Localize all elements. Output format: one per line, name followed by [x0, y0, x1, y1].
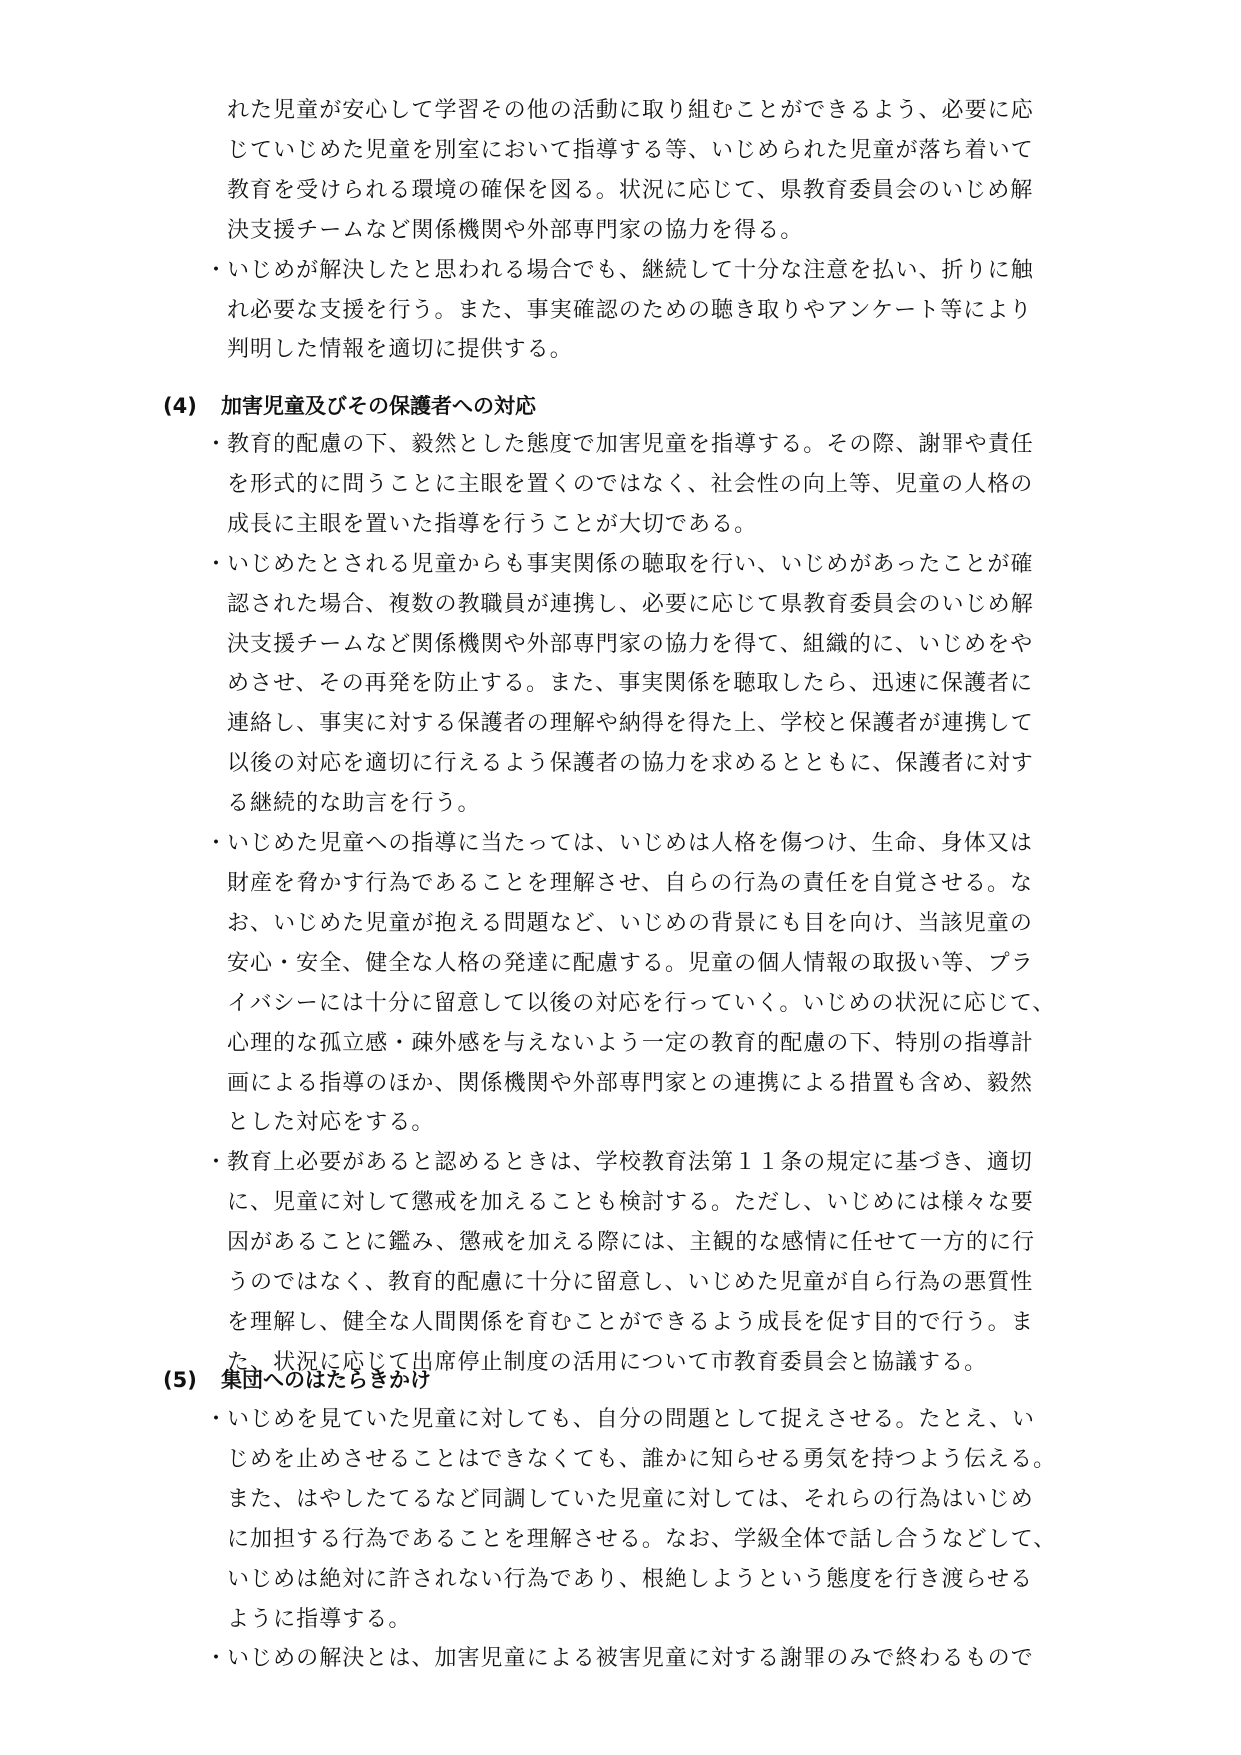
- bullet-mark: ・: [205, 1646, 228, 1672]
- text-line: 成長に主眼を置いた指導を行うことが大切である。: [227, 511, 758, 537]
- bullet-mark: ・: [205, 1150, 228, 1176]
- bullet-mark: ・: [205, 432, 228, 457]
- intro-block: [0, 91, 1241, 370]
- bullet-mark: ・: [205, 831, 228, 857]
- text-line: 認された場合、複数の教職員が連携し、必要に応じて県教育委員会のいじめ解: [227, 591, 1034, 617]
- text-line: お、いじめた児童が抱える問題など、いじめの背景にも目を向け、当該児童の: [227, 910, 1033, 936]
- section-body: [0, 1400, 1241, 1679]
- text-line: めさせ、その再発を防止する。また、事実関係を聴取したら、迅速に保護者に: [227, 671, 1034, 697]
- bullet-mark: ・: [205, 257, 228, 283]
- text-line: れ必要な支援を行う。また、事実確認のための聴き取りやアンケート等により: [227, 297, 1033, 323]
- text-line: 因があることに鑑み、懲戒を加える際には、主観的な感情に任せて一方的に行: [227, 1230, 1036, 1256]
- bullet-mark: ・: [205, 1407, 228, 1432]
- text-line: れた児童が安心して学習その他の活動に取り組むことができるよう、必要に応: [227, 98, 1034, 123]
- text-line: 財産を脅かす行為であることを理解させ、自らの行為の責任を自覚させる。な: [227, 870, 1034, 896]
- text-line: じめを止めさせることはできなくても、誰かに知らせる勇気を持つよう伝える。: [227, 1446, 1057, 1472]
- text-line: を理解し、健全な人間関係を育むことができるよう成長を促す目的で行う。ま: [227, 1309, 1034, 1335]
- list-item: [0, 824, 1241, 1143]
- text-line: 教育的配慮の下、毅然とした態度で加害児童を指導する。その際、謝罪や責任: [227, 432, 1034, 457]
- list-item: [0, 1639, 1241, 1679]
- section-title: 加害児童及びその保護者への対応: [221, 394, 536, 418]
- text-line: いじめたとされる児童からも事実関係の聴取を行い、いじめがあったことが確: [227, 551, 1034, 577]
- list-item: [0, 1400, 1241, 1639]
- text-line: 判明した情報を適切に提供する。: [227, 337, 573, 363]
- text-line: 心理的な孤立感・疎外感を与えないよう一定の教育的配慮の下、特別の指導計: [227, 1030, 1034, 1056]
- text-line: た、状況に応じて出席停止制度の活用について市教育委員会と協議する。: [227, 1349, 988, 1375]
- text-line: また、はやしたてるなど同調していた児童に対しては、それらの行為はいじめ: [227, 1486, 1034, 1512]
- text-line: じていじめた児童を別室において指導する等、いじめられた児童が落ち着いて: [227, 137, 1034, 163]
- text-line: いじめは絶対に許されない行為であり、根絶しようという態度を行き渡らせる: [227, 1566, 1034, 1592]
- text-line: に加担する行為であることを理解させる。なお、学級全体で話し合うなどして、: [227, 1526, 1057, 1552]
- bullet-mark: ・: [205, 551, 228, 577]
- section-number: (4): [163, 394, 197, 418]
- text-line: いじめを見ていた児童に対しても、自分の問題として捉えさせる。たとえ、い: [227, 1407, 1036, 1432]
- text-line: 教育を受けられる環境の確保を図る。状況に応じて、県教育委員会のいじめ解: [227, 177, 1034, 203]
- text-line: ように指導する。: [227, 1606, 412, 1632]
- text-line: を形式的に問うことに主眼を置くのではなく、社会性の向上等、児童の人格の: [227, 471, 1034, 497]
- section-number: (5): [163, 1368, 197, 1392]
- text-line: とした対応をする。: [227, 1110, 435, 1136]
- text-line: うのではなく、教育的配慮に十分に留意し、いじめた児童が自ら行為の悪質性: [227, 1270, 1034, 1296]
- text-line: 連絡し、事実に対する保護者の理解や納得を得た上、学校と保護者が連携して: [227, 711, 1034, 737]
- text-line: いじめた児童への指導に当たっては、いじめは人格を傷つけ、生命、身体又は: [227, 831, 1033, 857]
- text-line: 安心・安全、健全な人格の発達に配慮する。児童の個人情報の取扱い等、プラ: [227, 950, 1034, 976]
- text-line: 決支援チームなど関係機関や外部専門家の協力を得る。: [227, 217, 804, 243]
- section-body: [0, 425, 1241, 1383]
- intro-continuation: [0, 91, 1241, 251]
- list-item: [0, 251, 1241, 371]
- text-line: イバシーには十分に留意して以後の対応を行っていく。いじめの状況に応じて、: [227, 990, 1056, 1016]
- text-line: 決支援チームなど関係機関や外部専門家の協力を得て、組織的に、いじめをや: [227, 631, 1034, 657]
- text-line: る継続的な助言を行う。: [227, 791, 481, 817]
- text-line: に、児童に対して懲戒を加えることも検討する。ただし、いじめには様々な要: [227, 1190, 1034, 1216]
- text-line: 画による指導のほか、関係機関や外部専門家との連携による措置も含め、毅然: [227, 1070, 1033, 1096]
- text-line: いじめが解決したと思われる場合でも、継続して十分な注意を払い、折りに触: [227, 257, 1034, 283]
- text-line: いじめの解決とは、加害児童による被害児童に対する謝罪のみで終わるもので: [227, 1646, 1034, 1672]
- section-heading: [163, 1360, 431, 1400]
- list-item: [0, 1143, 1241, 1382]
- list-item: [0, 425, 1241, 545]
- text-line: 以後の対応を適切に行えるよう保護者の協力を求めるとともに、保護者に対す: [227, 751, 1034, 777]
- section-title: 集団へのはたらきかけ: [221, 1368, 431, 1392]
- text-line: 教育上必要があると認めるときは、学校教育法第１１条の規定に基づき、適切: [227, 1150, 1033, 1176]
- list-item: [0, 545, 1241, 824]
- section-heading: [163, 386, 536, 426]
